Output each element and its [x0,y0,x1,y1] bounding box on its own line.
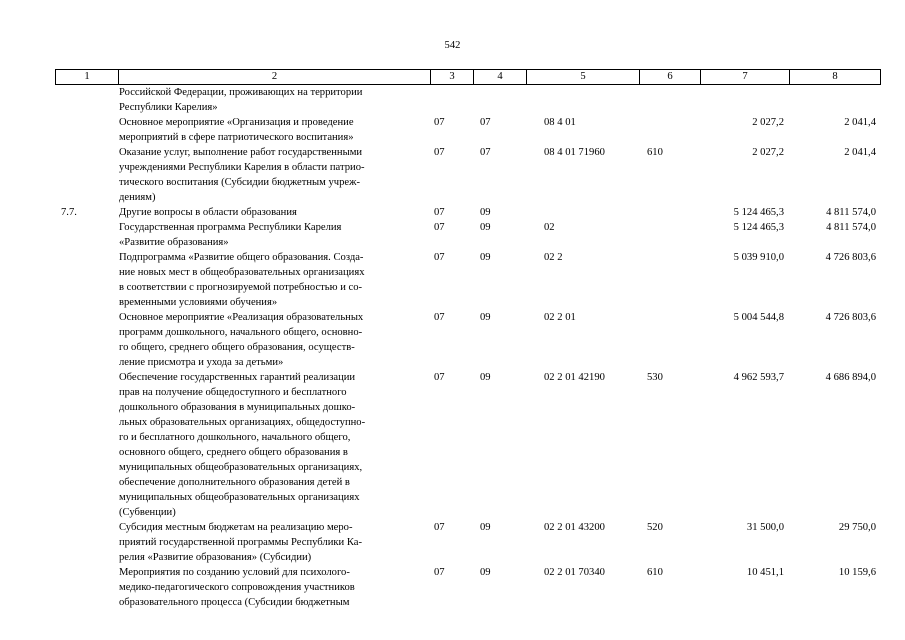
item-name [119,520,425,565]
item-name-line: обеспечение дополнительного образования детей в [119,477,350,488]
item-name-line: Оказание услуг, выполнение работ государственными [119,147,363,158]
page-number: 542 [444,40,461,51]
section-code: 07 [434,372,445,383]
item-name-line: мероприятий в сфере патриотического воспитания» [119,132,354,143]
amount-year-1: 4 962 593,7 [733,372,784,383]
target-item-code: 02 2 01 70340 [544,567,605,578]
amount-year-2: 4 726 803,6 [825,312,876,323]
table-row [55,220,881,250]
amount-year-1: 5 124 465,3 [733,207,784,218]
expense-type-code: 610 [647,147,663,158]
table-row [55,85,881,115]
item-name-line: программ дошкольного, начального общего, основно- [119,327,363,338]
table-row [55,520,881,565]
item-name-line: Республики Карелия» [119,102,218,113]
item-name-line: муниципальных общеобразовательных организациях, [119,462,363,473]
table-row [55,370,881,520]
header-col-8: 8 [789,70,881,84]
section-code: 07 [434,252,445,263]
amount-year-2: 2 041,4 [844,147,876,158]
amount-year-1: 2 027,2 [752,147,784,158]
table-body [55,85,881,610]
item-name-line: Другие вопросы в области образования [119,207,297,218]
section-code: 07 [434,147,445,158]
item-name-line: прав на получение общедоступного и бесплатного [119,387,347,398]
section-code: 07 [434,222,445,233]
item-name-line: дениям) [119,192,156,203]
amount-year-2: 29 750,0 [838,522,876,533]
table-row [55,310,881,370]
section-code: 07 [434,207,445,218]
item-name-line: тического воспитания (Субсидии бюджетным учреж- [119,177,360,188]
table-row [55,565,881,610]
item-name-line: Основное мероприятие «Организация и проведение [119,117,354,128]
target-item-code: 02 2 [544,252,563,263]
item-name-line: го и бесплатного дошкольного, начального общего, [119,432,351,443]
expense-type-code: 530 [647,372,663,383]
subsection-code: 09 [480,522,491,533]
table-row [55,145,881,205]
subsection-code: 09 [480,312,491,323]
amount-year-1: 2 027,2 [752,117,784,128]
item-name-line: в соответствии с прогнозируемой потребностью и со- [119,282,363,293]
section-code: 07 [434,312,445,323]
item-name [119,565,425,610]
header-col-6: 6 [639,70,700,84]
header-col-4: 4 [473,70,526,84]
section-code: 07 [434,567,445,578]
item-name-line: Обеспечение государственных гарантий реализации [119,372,356,383]
header-col-5: 5 [526,70,639,84]
expense-type-code: 520 [647,522,663,533]
item-name-line: льных образовательных организациях, общедоступно- [119,417,366,428]
item-name-line: муниципальных общеобразовательных организациях [119,492,360,503]
section-number: 7.7. [61,207,77,218]
item-name-line: Подпрограмма «Развитие общего образования. Созда- [119,252,364,263]
item-name-line: учреждениями Республики Карелия в области патрио- [119,162,365,173]
item-name-line: дошкольного образования в муниципальных дошко- [119,402,356,413]
item-name [119,220,425,250]
table-row [55,250,881,310]
item-name [119,370,425,520]
item-name-line: приятий государственной программы Республики Ка- [119,537,363,548]
header-col-2: 2 [118,70,430,84]
subsection-code: 09 [480,207,491,218]
item-name-line: ление присмотра и ухода за детьми» [119,357,284,368]
item-name-line: образовательного процесса (Субсидии бюджетным [119,597,350,608]
item-name [119,310,425,370]
header-col-1: 1 [55,70,118,84]
item-name-line: основного общего, среднего общего образования в [119,447,348,458]
item-name-line: Российской Федерации, проживающих на территории [119,87,363,98]
item-name-line: Субсидия местным бюджетам на реализацию меро- [119,522,353,533]
subsection-code: 09 [480,252,491,263]
amount-year-2: 4 811 574,0 [826,207,876,218]
amount-year-1: 31 500,0 [746,522,784,533]
target-item-code: 08 4 01 [544,117,576,128]
amount-year-1: 5 039 910,0 [733,252,784,263]
target-item-code: 02 [544,222,555,233]
item-name [119,250,425,310]
item-name [119,85,425,115]
subsection-code: 07 [480,147,491,158]
amount-year-2: 2 041,4 [844,117,876,128]
target-item-code: 02 2 01 [544,312,576,323]
item-name-line: Государственная программа Республики Карелия [119,222,342,233]
section-code: 07 [434,117,445,128]
target-item-code: 02 2 01 43200 [544,522,605,533]
item-name-line: релия «Развитие образования» (Субсидии) [119,552,312,563]
item-name-line: Основное мероприятие «Реализация образовательных [119,312,364,323]
item-name-line: «Развитие образования» [119,237,229,248]
expense-type-code: 610 [647,567,663,578]
table-header-row [55,69,881,85]
item-name [119,145,425,205]
item-name-line: (Субвенции) [119,507,176,518]
amount-year-2: 10 159,6 [838,567,876,578]
item-name-line: го общего, среднего общего образования, осуществ- [119,342,355,353]
amount-year-2: 4 811 574,0 [826,222,876,233]
amount-year-1: 5 124 465,3 [733,222,784,233]
item-name-line: временными условиями обучения» [119,297,278,308]
subsection-code: 09 [480,222,491,233]
target-item-code: 08 4 01 71960 [544,147,605,158]
table-row [55,205,881,220]
amount-year-2: 4 686 894,0 [825,372,876,383]
header-col-3: 3 [430,70,473,84]
header-col-7: 7 [700,70,789,84]
item-name [119,205,425,220]
subsection-code: 07 [480,117,491,128]
table-row [55,115,881,145]
subsection-code: 09 [480,567,491,578]
target-item-code: 02 2 01 42190 [544,372,605,383]
item-name [119,115,425,145]
item-name-line: Мероприятия по созданию условий для психолого- [119,567,350,578]
amount-year-1: 10 451,1 [746,567,784,578]
amount-year-2: 4 726 803,6 [825,252,876,263]
subsection-code: 09 [480,372,491,383]
item-name-line: медико-педагогического сопровождения участников [119,582,355,593]
amount-year-1: 5 004 544,8 [733,312,784,323]
item-name-line: ние новых мест в общеобразовательных организациях [119,267,365,278]
section-code: 07 [434,522,445,533]
